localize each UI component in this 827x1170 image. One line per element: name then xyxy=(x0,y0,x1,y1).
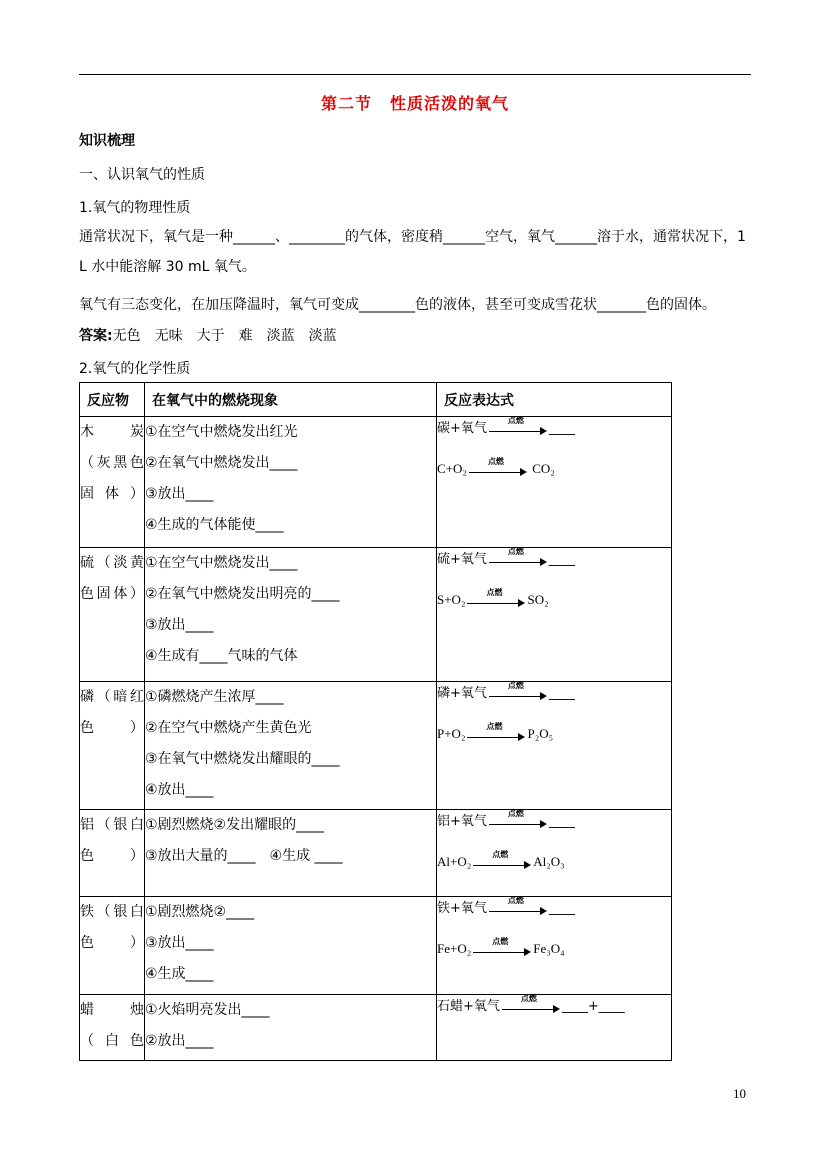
chemical-equation-right: P₂O₅ xyxy=(527,726,554,741)
ignite-arrow-icon xyxy=(489,680,547,701)
ignite-arrow-icon xyxy=(469,457,527,477)
paragraph-physical: 通常状况下，氧气是一种______、________的气体，密度稍______空气，氧气______溶于水，通常状况下，1 L 水中能溶解 30 mL 氧气。 xyxy=(79,229,746,275)
phenomenon-item: ③放出大量的____ ④生成 ____ xyxy=(145,848,343,864)
phenomenon-item: ①在空气中燃烧发出红光 xyxy=(145,424,298,440)
phenomenon-cell xyxy=(145,897,437,995)
word-equation xyxy=(437,995,671,1019)
phenomenon-item: ②放出____ xyxy=(145,1033,214,1049)
phenomenon-item: ④放出____ xyxy=(145,782,214,798)
word-equation-left: 硫+氧气 xyxy=(437,552,487,567)
ignite-arrow-icon xyxy=(502,993,560,1014)
chemical-equation-left: Fe+O₂ xyxy=(437,941,472,956)
table-row xyxy=(80,417,672,548)
equation-cell xyxy=(437,417,672,548)
answer-text: 无色 无味 大于 难 淡蓝 淡蓝 xyxy=(112,328,337,344)
ignite-arrow-icon xyxy=(489,546,547,567)
table-header-row xyxy=(80,383,672,417)
sub-heading-chemical: 2.氧气的化学性质 xyxy=(79,361,191,377)
word-equation-left: 石蜡+氧气 xyxy=(437,999,500,1014)
arrow-label: 点燃 xyxy=(520,993,537,1003)
phenomenon-item: ④生成____ xyxy=(145,966,214,982)
chemical-equation-left: Al+O₂ xyxy=(437,854,472,869)
phenomenon-item: ②在空气中燃烧产生黄色光 xyxy=(145,720,312,736)
reaction-table xyxy=(79,382,672,1061)
table-row xyxy=(80,682,672,810)
chemical-equation xyxy=(437,850,671,874)
phenomenon-item: ③在氧气中燃烧发出耀眼的____ xyxy=(145,751,340,767)
chemical-equation xyxy=(437,937,671,961)
header-equation: 反应表达式 xyxy=(437,383,672,417)
word-equation-right: ____ xyxy=(548,901,575,916)
phenomenon-item: ①剧烈燃烧②发出耀眼的____ xyxy=(145,817,325,833)
phenomenon-item: ④生成有____气味的气体 xyxy=(145,648,298,664)
chemical-equation-right: Fe₃O₄ xyxy=(533,941,565,956)
reactant-cell: 铁（银白色） xyxy=(80,897,145,995)
word-equation-right: ____ xyxy=(548,552,575,567)
phenomenon-item: ③放出____ xyxy=(145,486,214,502)
arrow-label: 点燃 xyxy=(492,850,509,860)
arrow-label: 点燃 xyxy=(507,895,524,905)
phenomenon-item: ①在空气中燃烧发出____ xyxy=(145,555,298,571)
table-row xyxy=(80,548,672,682)
sub-heading-physical: 1.氧气的物理性质 xyxy=(79,200,191,216)
ignite-arrow-icon xyxy=(467,722,525,742)
word-equation xyxy=(437,682,671,706)
arrow-label: 点燃 xyxy=(507,808,524,818)
reactant-cell: 蜡 烛（白色 xyxy=(80,995,145,1061)
equation-cell xyxy=(437,548,672,682)
ignite-arrow-icon xyxy=(489,895,547,916)
title-main: 性质活泼的氧气 xyxy=(390,94,510,113)
ignite-arrow-icon xyxy=(467,588,525,608)
equation-cell xyxy=(437,810,672,897)
equation-cell xyxy=(437,897,672,995)
phenomenon-item: ①剧烈燃烧②____ xyxy=(145,904,255,920)
word-equation xyxy=(437,417,671,441)
phenomenon-cell xyxy=(145,810,437,897)
ignite-arrow-icon xyxy=(489,808,547,829)
chemical-equation xyxy=(437,588,671,612)
phenomenon-item: ②在氧气中燃烧发出明亮的____ xyxy=(145,586,340,602)
word-equation-left: 磷+氧气 xyxy=(437,686,487,701)
word-equation-right: ____+____ xyxy=(561,999,625,1014)
table-row xyxy=(80,995,672,1061)
page-number: 10 xyxy=(733,1086,746,1101)
phenomenon-item: ②在氧气中燃烧发出____ xyxy=(145,455,298,471)
table-row xyxy=(80,810,672,897)
arrow-label: 点燃 xyxy=(486,722,503,732)
header-reactant: 反应物 xyxy=(80,383,145,417)
arrow-label: 点燃 xyxy=(507,415,524,425)
page-title xyxy=(79,91,751,114)
phenomenon-cell xyxy=(145,417,437,548)
arrow-label: 点燃 xyxy=(507,680,524,690)
word-equation-right: ____ xyxy=(548,814,575,829)
word-equation xyxy=(437,548,671,572)
chemical-equation-left: S+O₂ xyxy=(437,592,466,607)
reactant-cell: 木 炭（灰黑色固体） xyxy=(80,417,145,548)
ignite-arrow-icon xyxy=(473,937,531,957)
word-equation xyxy=(437,897,671,921)
word-equation-left: 铝+氧气 xyxy=(437,814,487,829)
phenomenon-item: ①磷燃烧产生浓厚____ xyxy=(145,689,284,705)
phenomenon-item: ③放出____ xyxy=(145,935,214,951)
phenomenon-item: ①火焰明亮发出____ xyxy=(145,1002,270,1018)
chemical-equation-left: C+O₂ xyxy=(437,461,467,476)
word-equation xyxy=(437,810,671,834)
chemical-equation-right: SO₂ xyxy=(527,592,549,607)
reactant-cell: 铝（银白色） xyxy=(80,810,145,897)
table-row xyxy=(80,897,672,995)
ignite-arrow-icon xyxy=(473,850,531,870)
chemical-equation xyxy=(437,457,671,481)
header-phenomenon: 在氧气中的燃烧现象 xyxy=(145,383,437,417)
chemical-equation-right: Al₂O₃ xyxy=(533,854,565,869)
phenomenon-cell xyxy=(145,995,437,1061)
arrow-label: 点燃 xyxy=(487,457,504,467)
header-rule xyxy=(79,74,751,75)
section-heading: 知识梳理 xyxy=(79,133,135,149)
phenomenon-item: ④生成的气体能使____ xyxy=(145,517,284,533)
equation-cell xyxy=(437,682,672,810)
answer-line xyxy=(79,325,759,345)
arrow-label: 点燃 xyxy=(492,937,509,947)
ignite-arrow-icon xyxy=(489,415,547,436)
chemical-equation-right: CO₂ xyxy=(532,461,555,476)
word-equation-right: ____ xyxy=(548,421,575,436)
equation-cell xyxy=(437,995,672,1061)
arrow-label: 点燃 xyxy=(507,546,524,556)
phenomenon-cell xyxy=(145,548,437,682)
answer-label: 答案: xyxy=(79,328,113,344)
arrow-label: 点燃 xyxy=(486,588,503,598)
chemical-equation-left: P+O₂ xyxy=(437,726,466,741)
paragraph-states: 氧气有三态变化，在加压降温时，氧气可变成________色的液体，甚至可变成雪花状_______色的固体。 xyxy=(79,297,716,313)
word-equation-right: ____ xyxy=(548,686,575,701)
title-chapter: 第二节 xyxy=(320,94,372,113)
word-equation-left: 碳+氧气 xyxy=(437,421,487,436)
phenomenon-cell xyxy=(145,682,437,810)
chemical-equation xyxy=(437,722,671,746)
phenomenon-item: ③放出____ xyxy=(145,617,214,633)
reactant-cell: 硫（淡黄色固体） xyxy=(80,548,145,682)
reactant-cell: 磷（暗红色） xyxy=(80,682,145,810)
word-equation-left: 铁+氧气 xyxy=(437,901,487,916)
part-heading: 一、认识氧气的性质 xyxy=(79,167,205,183)
